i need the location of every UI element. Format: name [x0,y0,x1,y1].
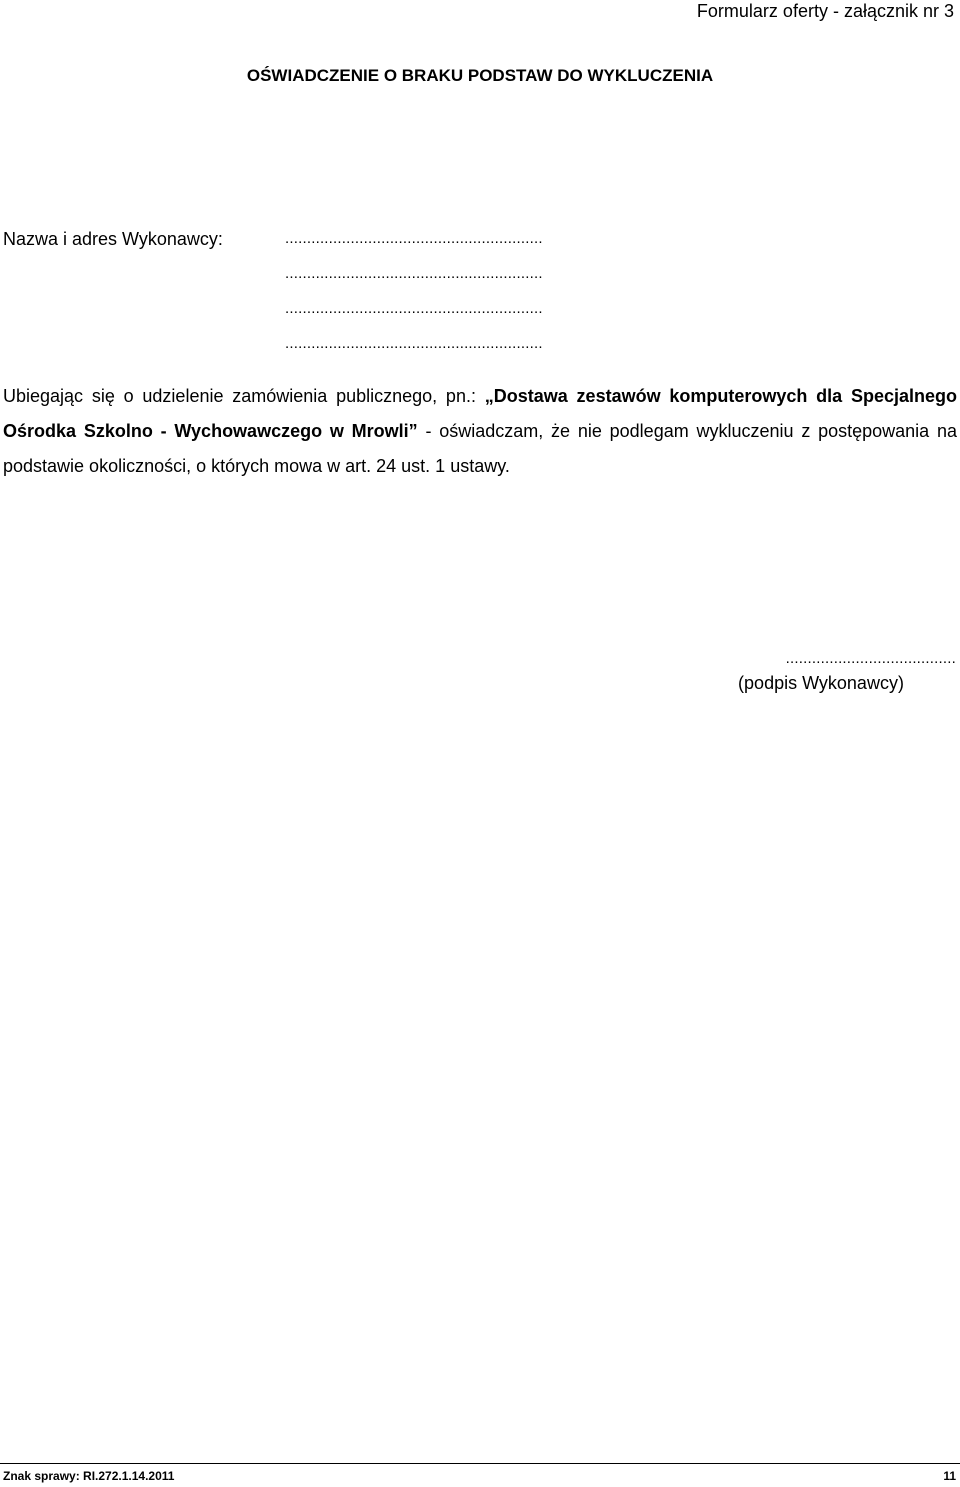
page-number: 11 [943,1469,956,1483]
case-reference: Znak sprawy: RI.272.1.14.2011 [3,1469,175,1483]
contractor-fill-line-2: ........................................................... [285,265,543,282]
declaration-body: - oświadczam, że nie podlegam wykluczeniu z postępowania na podstawie okoliczności, o których mowa w art. 24 ust. 1 ustawy. [3,421,957,476]
contractor-label: Nazwa i adres Wykonawcy: [3,229,223,249]
signature-line: ....................................... [785,650,956,667]
declaration-subject: „Dostawa zestawów komputerowych dla Specjalnego Ośrodka Szkolno - Wychowawczego w Mrowli” [3,386,957,441]
contractor-fill-line-4: ........................................................... [285,335,543,352]
contractor-fill-line-1: ........................................................... [285,230,543,247]
signature-block [686,648,956,696]
signature-label: (podpis Wykonawcy) [738,673,904,693]
declaration-paragraph [3,379,957,484]
document-title: OŚWIADCZENIE O BRAKU PODSTAW DO WYKLUCZENIA [246,66,714,85]
page-footer [0,1463,960,1487]
contractor-fill-lines [285,228,543,361]
contractor-section [3,228,703,361]
form-reference: Formularz oferty - załącznik nr 3 [696,1,954,21]
declaration-intro: Ubiegając się o udzielenie zamówienia publicznego, pn.: [3,386,485,406]
contractor-fill-line-3: ........................................................... [285,300,543,317]
